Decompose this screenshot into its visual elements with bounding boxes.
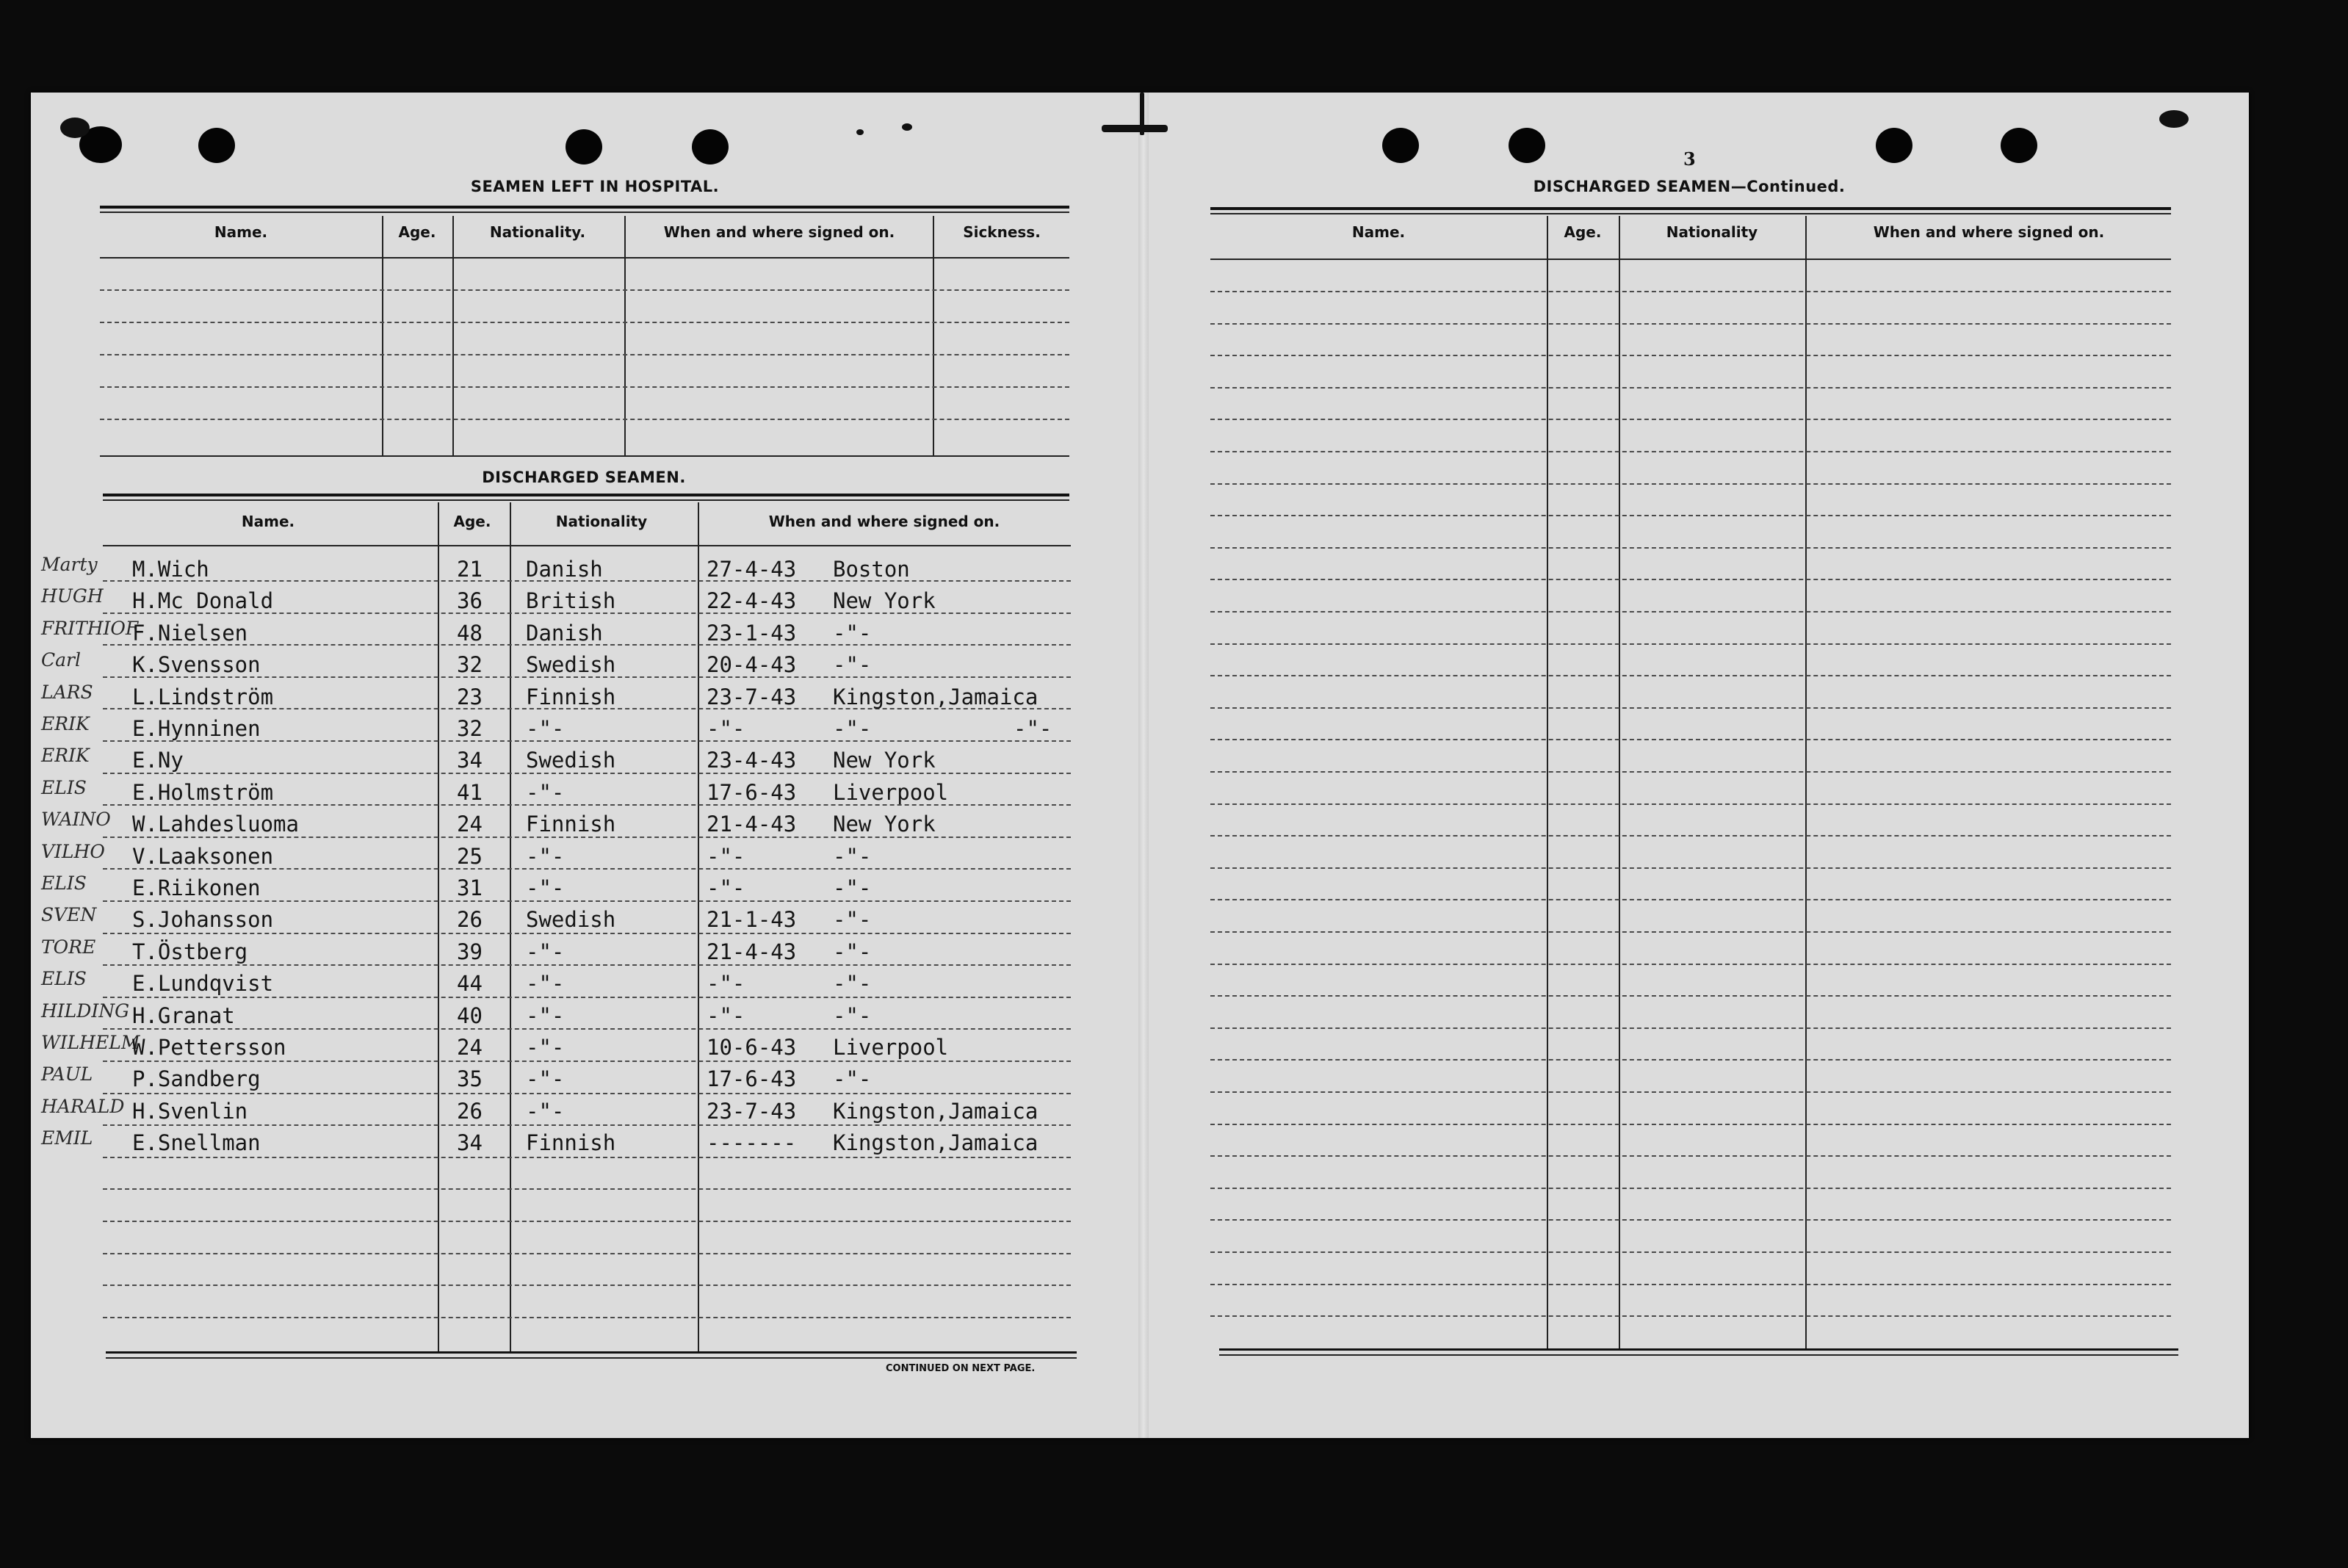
ruled-line [1210,323,2171,325]
seaman-nationality: British [526,588,616,614]
discharged-col-line [510,502,511,1351]
hospital-header-signed: When and where signed on. [663,223,895,241]
signed-on-place: -"- [833,620,872,646]
seaman-age: 36 [457,588,483,614]
ruled-line [1210,707,2171,709]
ruled-line [1210,1124,2171,1125]
ruled-line [1210,899,2171,900]
handwritten-given-name: ERIK [41,713,90,734]
handwritten-given-name: TORE [41,936,96,958]
seaman-nationality: Finnish [526,1130,616,1156]
ruled-line [1210,771,2171,773]
seaman-nationality: -"- [526,1098,565,1124]
seaman-nationality: -"- [526,971,565,997]
seaman-name: L.Lindström [132,684,274,709]
seaman-age: 23 [457,684,483,709]
seaman-age: 44 [457,971,483,997]
speck [902,123,912,131]
discharged-col-line [438,502,439,1351]
seaman-nationality: Danish [526,620,603,646]
signed-on-date: 23-7-43 [707,684,797,709]
handwritten-given-name: ELIS [41,872,87,894]
speck [60,118,90,138]
ruled-line [1210,867,2171,869]
seaman-name: P.Sandberg [132,1066,261,1092]
signed-on-date: 22-4-43 [707,588,797,614]
signed-on-date: 23-4-43 [707,748,797,773]
continued-header-nationality: Nationality [1666,223,1758,241]
signed-on-place: -"- [833,716,872,741]
handwritten-given-name: HILDING [41,1000,130,1022]
seaman-age: 26 [457,1098,483,1124]
ruled-line [1210,803,2171,805]
ruled-line [1210,1219,2171,1221]
seaman-name: E.Holmström [132,779,274,805]
handwritten-given-name: EMIL [41,1127,93,1149]
signed-on-place: -"- [833,843,872,869]
ruled-line [103,1157,1071,1158]
ruled-line [103,900,1071,902]
handwritten-given-name: VILHO [41,840,105,862]
ruled-line [103,1317,1071,1318]
seaman-name: E.Riikonen [132,875,261,900]
seaman-nationality: -"- [526,875,565,900]
seaman-age: 35 [457,1066,483,1092]
seaman-name: H.Granat [132,1002,235,1028]
signed-on-date: -"- [707,875,745,900]
seaman-nationality: Finnish [526,812,616,837]
ruled-line [100,289,1069,291]
ruled-line [1210,387,2171,389]
ruled-line [1210,451,2171,452]
continued-col-line [1547,216,1548,1350]
handwritten-given-name: ELIS [41,776,87,798]
discharged-header-name: Name. [241,513,295,530]
handwritten-given-name: ELIS [41,968,87,990]
speck [856,129,864,135]
discharged-header-nationality: Nationality [555,513,648,530]
ruled-line [1210,1091,2171,1093]
handwritten-given-name: ERIK [41,745,90,767]
page-fold [1138,93,1149,1438]
ruled-line [1210,515,2171,516]
signed-on-date: -"- [707,716,745,741]
continued-top-rule [1210,207,2171,210]
seaman-nationality: Swedish [526,907,616,933]
punch-hole [1382,128,1419,163]
signed-on-place: Liverpool [833,779,949,805]
seaman-name: E.Ny [132,748,184,773]
seaman-nationality: Finnish [526,684,616,709]
handwritten-given-name: PAUL [41,1063,93,1085]
ruled-line [103,1253,1071,1254]
signed-on-date: 23-1-43 [707,620,797,646]
discharged-header-signed: When and where signed on. [768,513,1000,530]
ruled-line [1210,483,2171,485]
ruled-line [1210,291,2171,292]
ruled-line [1210,835,2171,837]
punch-hole [1876,128,1912,163]
seaman-name: T.Östberg [132,939,248,964]
signed-on-date: 20-4-43 [707,652,797,678]
discharged-header-age: Age. [453,513,491,530]
ruled-line [1210,675,2171,676]
ruled-line [1210,1059,2171,1061]
seaman-nationality: Swedish [526,652,616,678]
seaman-name: E.Snellman [132,1130,261,1156]
seaman-age: 34 [457,1130,483,1156]
seaman-age: 31 [457,875,483,900]
signed-on-date: ------- [707,1130,797,1156]
discharged-bottom-rule [106,1351,1077,1354]
signed-on-place: Liverpool [833,1035,949,1060]
signed-on-place: -"- [833,1066,872,1092]
continued-section-title: DISCHARGED SEAMEN—Continued. [1533,178,1846,195]
ruled-line [1210,611,2171,613]
ruled-line [103,964,1071,966]
ruled-line [103,997,1071,998]
signed-on-place: New York [833,812,936,837]
handwritten-given-name: FRITHIOF [41,617,139,639]
signed-on-date: -"- [707,1002,745,1028]
signed-on-date: 17-6-43 [707,779,797,805]
seaman-age: 25 [457,843,483,869]
seaman-name: W.Pettersson [132,1035,286,1060]
seaman-nationality: Swedish [526,748,616,773]
signed-on-date: -"- [707,971,745,997]
seaman-name: F.Nielsen [132,620,248,646]
seaman-age: 34 [457,748,483,773]
hospital-section-title: SEAMEN LEFT IN HOSPITAL. [470,178,720,195]
signed-on-date: 21-4-43 [707,939,797,964]
ruled-line [100,386,1069,388]
discharged-col-line [698,502,699,1351]
continued-top-rule-thin [1210,213,2171,214]
hospital-header-name: Name. [214,223,268,241]
seaman-age: 32 [457,652,483,678]
seaman-name: K.Svensson [132,652,261,678]
handwritten-given-name: WILHELM [41,1032,140,1053]
signed-on-place: -"- [833,875,872,900]
hospital-header-nationality: Nationality. [489,223,586,241]
signed-on-date: 21-1-43 [707,907,797,933]
seaman-name: E.Hynninen [132,716,261,741]
continued-header-age: Age. [1564,223,1602,241]
ruled-line [1210,419,2171,420]
seaman-age: 32 [457,716,483,741]
seaman-name: H.Mc Donald [132,588,274,614]
discharged-bottom-rule-thin [106,1357,1077,1359]
ruled-line [1210,1315,2171,1317]
seaman-age: 26 [457,907,483,933]
seaman-name: W.Lahdesluoma [132,812,299,837]
speck [2159,110,2189,128]
seaman-nationality: -"- [526,939,565,964]
ruled-line [103,1188,1071,1190]
continued-header-signed: When and where signed on. [1873,223,2105,241]
signed-on-place: Kingston,Jamaica [833,1130,1038,1156]
punch-hole [2001,128,2037,163]
handwritten-given-name: HARALD [41,1095,125,1117]
hospital-bottom-rule [100,455,1069,457]
discharged-header-underline [103,545,1071,546]
seaman-age: 21 [457,557,483,582]
punch-hole [1509,128,1545,163]
signed-on-place: -"- [833,1002,872,1028]
continued-col-line [1619,216,1620,1350]
seaman-nationality: -"- [526,1035,565,1060]
ruled-line [100,322,1069,323]
ruled-line [100,354,1069,355]
signed-on-place: Boston [833,557,910,582]
seaman-age: 24 [457,812,483,837]
signed-on-place: New York [833,748,936,773]
ruled-line [1210,1284,2171,1285]
handwritten-given-name: LARS [41,681,93,703]
seaman-name: E.Lundqvist [132,971,274,997]
ruled-line [100,419,1069,420]
hospital-header-age: Age. [398,223,436,241]
ruled-line [103,1285,1071,1286]
continued-footnote: CONTINUED ON NEXT PAGE. [886,1363,1036,1374]
ruled-line [103,933,1071,934]
seaman-age: 41 [457,779,483,805]
signed-on-place: -"- [833,907,872,933]
ruled-line [103,1221,1071,1222]
seaman-age: 39 [457,939,483,964]
punch-hole [198,128,235,163]
signed-on-date: 17-6-43 [707,1066,797,1092]
discharged-section-title: DISCHARGED SEAMEN. [482,469,686,486]
seaman-nationality: -"- [526,779,565,805]
speck [1140,93,1144,135]
signed-on-date: 10-6-43 [707,1035,797,1060]
ruled-line [1210,355,2171,356]
signed-on-date: 23-7-43 [707,1098,797,1124]
signed-on-date: 27-4-43 [707,557,797,582]
ruled-line [1210,739,2171,740]
hospital-header-underline [100,257,1069,259]
ruled-line [1210,995,2171,997]
ruled-line [1210,1155,2171,1157]
seaman-nationality: -"- [526,716,565,741]
seaman-nationality: -"- [526,1066,565,1092]
ruled-line [103,1093,1071,1094]
ruled-line [1210,964,2171,965]
ruled-line [103,1124,1071,1126]
ruled-line [103,1028,1071,1030]
seaman-name: V.Laaksonen [132,843,274,869]
ruled-line [1210,547,2171,549]
discharged-top-rule-thin [103,499,1069,501]
seaman-name: S.Johansson [132,907,274,933]
punch-hole [692,129,729,165]
ruled-line [103,1061,1071,1062]
ruled-line [1210,1251,2171,1253]
ruled-line [1210,579,2171,580]
ruled-line [1210,643,2171,645]
ruled-line [103,868,1071,870]
ruled-line [1210,1188,2171,1189]
handwritten-given-name: Marty [41,554,98,575]
speck [1102,125,1168,132]
ruled-line [1210,931,2171,933]
signed-on-place: -"- [833,939,872,964]
discharged-top-rule [103,494,1069,496]
handwritten-given-name: SVEN [41,904,97,926]
hospital-top-rule-thin [100,212,1069,213]
ruled-line [1210,1027,2171,1029]
signed-on-place: New York [833,588,936,614]
handwritten-given-name: HUGH [41,585,104,607]
seaman-nationality: -"- [526,1002,565,1028]
handwritten-given-name: WAINO [41,809,111,831]
signed-on-extra: -"- [1014,716,1052,741]
punch-hole [566,129,602,165]
hospital-top-rule [100,206,1069,209]
handwritten-given-name: Carl [41,649,81,671]
seaman-name: M.Wich [132,557,209,582]
seaman-name: H.Svenlin [132,1098,248,1124]
page-number: 3 [1683,148,1696,170]
signed-on-place: -"- [833,971,872,997]
signed-on-date: -"- [707,843,745,869]
signed-on-place: Kingston,Jamaica [833,1098,1038,1124]
signed-on-place: -"- [833,652,872,678]
hospital-header-sickness: Sickness. [963,223,1041,241]
continued-bottom-rule [1219,1348,2178,1351]
continued-col-line [1805,216,1807,1350]
seaman-age: 40 [457,1002,483,1028]
signed-on-date: 21-4-43 [707,812,797,837]
signed-on-place: Kingston,Jamaica [833,684,1038,709]
continued-bottom-rule-thin [1219,1354,2178,1356]
seaman-nationality: -"- [526,843,565,869]
seaman-age: 24 [457,1035,483,1060]
seaman-nationality: Danish [526,557,603,582]
continued-header-underline [1210,259,2171,260]
seaman-age: 48 [457,620,483,646]
continued-header-name: Name. [1351,223,1406,241]
